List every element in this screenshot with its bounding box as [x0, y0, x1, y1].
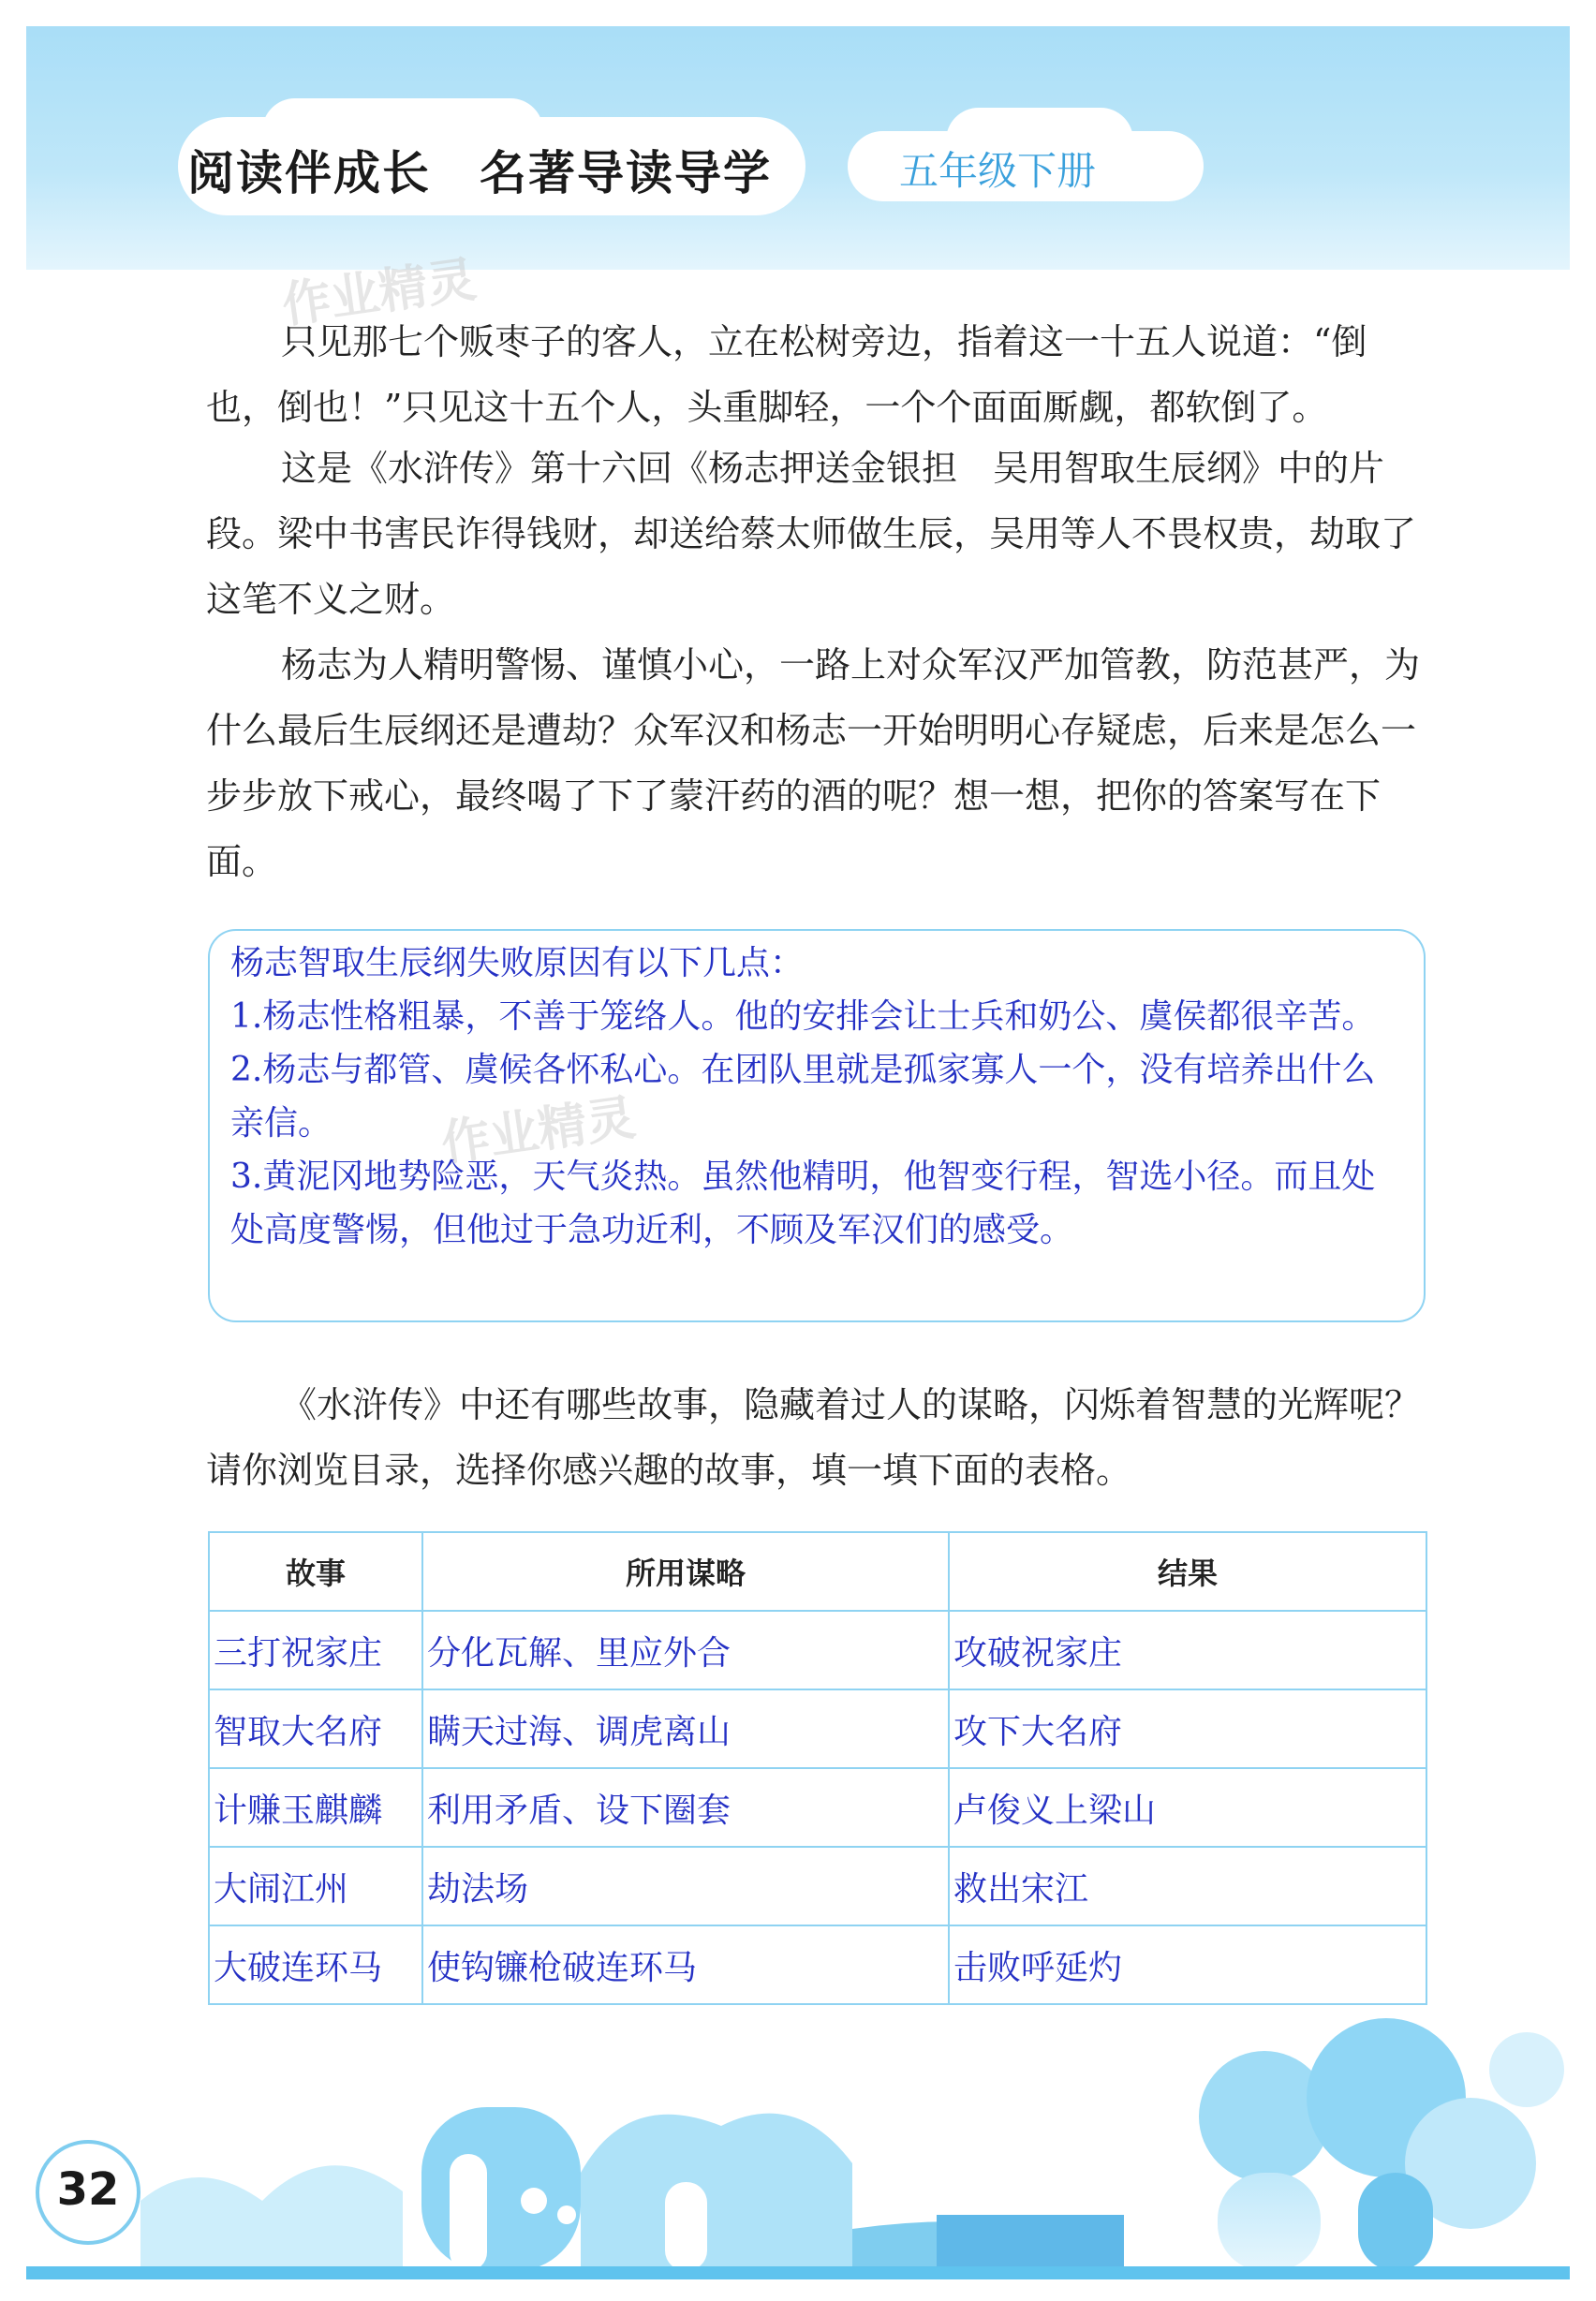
cell-result[interactable]: 攻破祝家庄: [949, 1611, 1426, 1689]
answer-intro: 杨志智取生辰纲失败原因有以下几点：: [230, 944, 805, 982]
header-strategy: 所用谋略: [422, 1532, 949, 1611]
cell-story[interactable]: 大破连环马: [209, 1925, 422, 2004]
cell-result[interactable]: 击败呼延灼: [949, 1925, 1426, 2004]
table-row: [209, 1925, 1426, 2004]
cell-story[interactable]: 大闹江州: [209, 1847, 422, 1925]
table-row: [209, 1768, 1426, 1847]
cell-strategy[interactable]: 瞒天过海、调虎离山: [422, 1689, 949, 1768]
table-question: 《水浒传》中还有哪些故事，隐藏着过人的谋略，闪烁着智慧的光辉呢？请你浏览目录，选择你感兴趣的故事，填一填下面的表格。: [206, 1384, 1421, 1491]
table-row: [209, 1689, 1426, 1768]
cell-result[interactable]: 卢俊义上梁山: [949, 1768, 1426, 1847]
story-excerpt: 只见那七个贩枣子的客人，立在松树旁边，指着这一十五人说道：“倒也，倒也！”只见这十五个人，头重脚轻，一个个面面厮觑，都软倒了。: [206, 321, 1367, 428]
table-row: [209, 1847, 1426, 1925]
cell-strategy[interactable]: 劫法场: [422, 1847, 949, 1925]
reflection-question: 杨志为人精明警惕、谨慎小心，一路上对众军汉严加管教，防范甚严，为什么最后生辰纲还是遭劫？众军汉和杨志一开始明明心存疑虑，后来是怎么一步步放下戒心，最终喝了下了蒙汗药的酒的呢？想一想，把你的答案写在下面。: [206, 644, 1421, 882]
cell-strategy[interactable]: 分化瓦解、里应外合: [422, 1611, 949, 1689]
watermark: 作业精灵: [278, 251, 480, 335]
header-story: 故事: [209, 1532, 422, 1611]
cell-story[interactable]: 计赚玉麒麟: [209, 1768, 422, 1847]
cell-result[interactable]: 攻下大名府: [949, 1689, 1426, 1768]
answer-point: 3.黄泥冈地势险恶，天气炎热。虽然他精明，他智变行程，智选小径。而且处处高度警惕，但他过于急功近利，不顾及军汉们的感受。: [230, 1158, 1376, 1249]
header-result: 结果: [949, 1532, 1426, 1611]
excerpt-source: 这是《水浒传》第十六回《杨志押送金银担 吴用智取生辰纲》中的片段。梁中书害民诈得钱财，却送给蔡太师做生辰，吴用等人不畏权贵，劫取了这笔不义之财。: [206, 448, 1417, 620]
table-header-row: [209, 1532, 1426, 1611]
book-title: 阅读伴成长 名著导读导学: [187, 146, 772, 200]
cell-result[interactable]: 救出宋江: [949, 1847, 1426, 1925]
footer-band: [26, 2266, 1570, 2279]
cell-strategy[interactable]: 使钩镰枪破连环马: [422, 1925, 949, 2004]
answer-point: 1.杨志性格粗暴，不善于笼络人。他的安排会让士兵和奶公、虞侯都很辛苦。: [230, 997, 1376, 1036]
watermark: 作业精灵: [437, 1089, 639, 1173]
table-row: [209, 1611, 1426, 1689]
cell-story[interactable]: 三打祝家庄: [209, 1611, 422, 1689]
footer-scenery-illustration: [140, 2013, 1570, 2271]
answer-box[interactable]: [208, 929, 1426, 1322]
cell-strategy[interactable]: 利用矛盾、设下圈套: [422, 1768, 949, 1847]
answer-point: 2.杨志与都管、虞候各怀私心。在团队里就是孤家寡人一个，没有培养出什么亲信。: [230, 1051, 1376, 1143]
strategy-table: [208, 1531, 1427, 2005]
cell-story[interactable]: 智取大名府: [209, 1689, 422, 1768]
grade-label: 五年级下册: [899, 148, 1097, 194]
page-number: 32: [56, 2163, 120, 2216]
